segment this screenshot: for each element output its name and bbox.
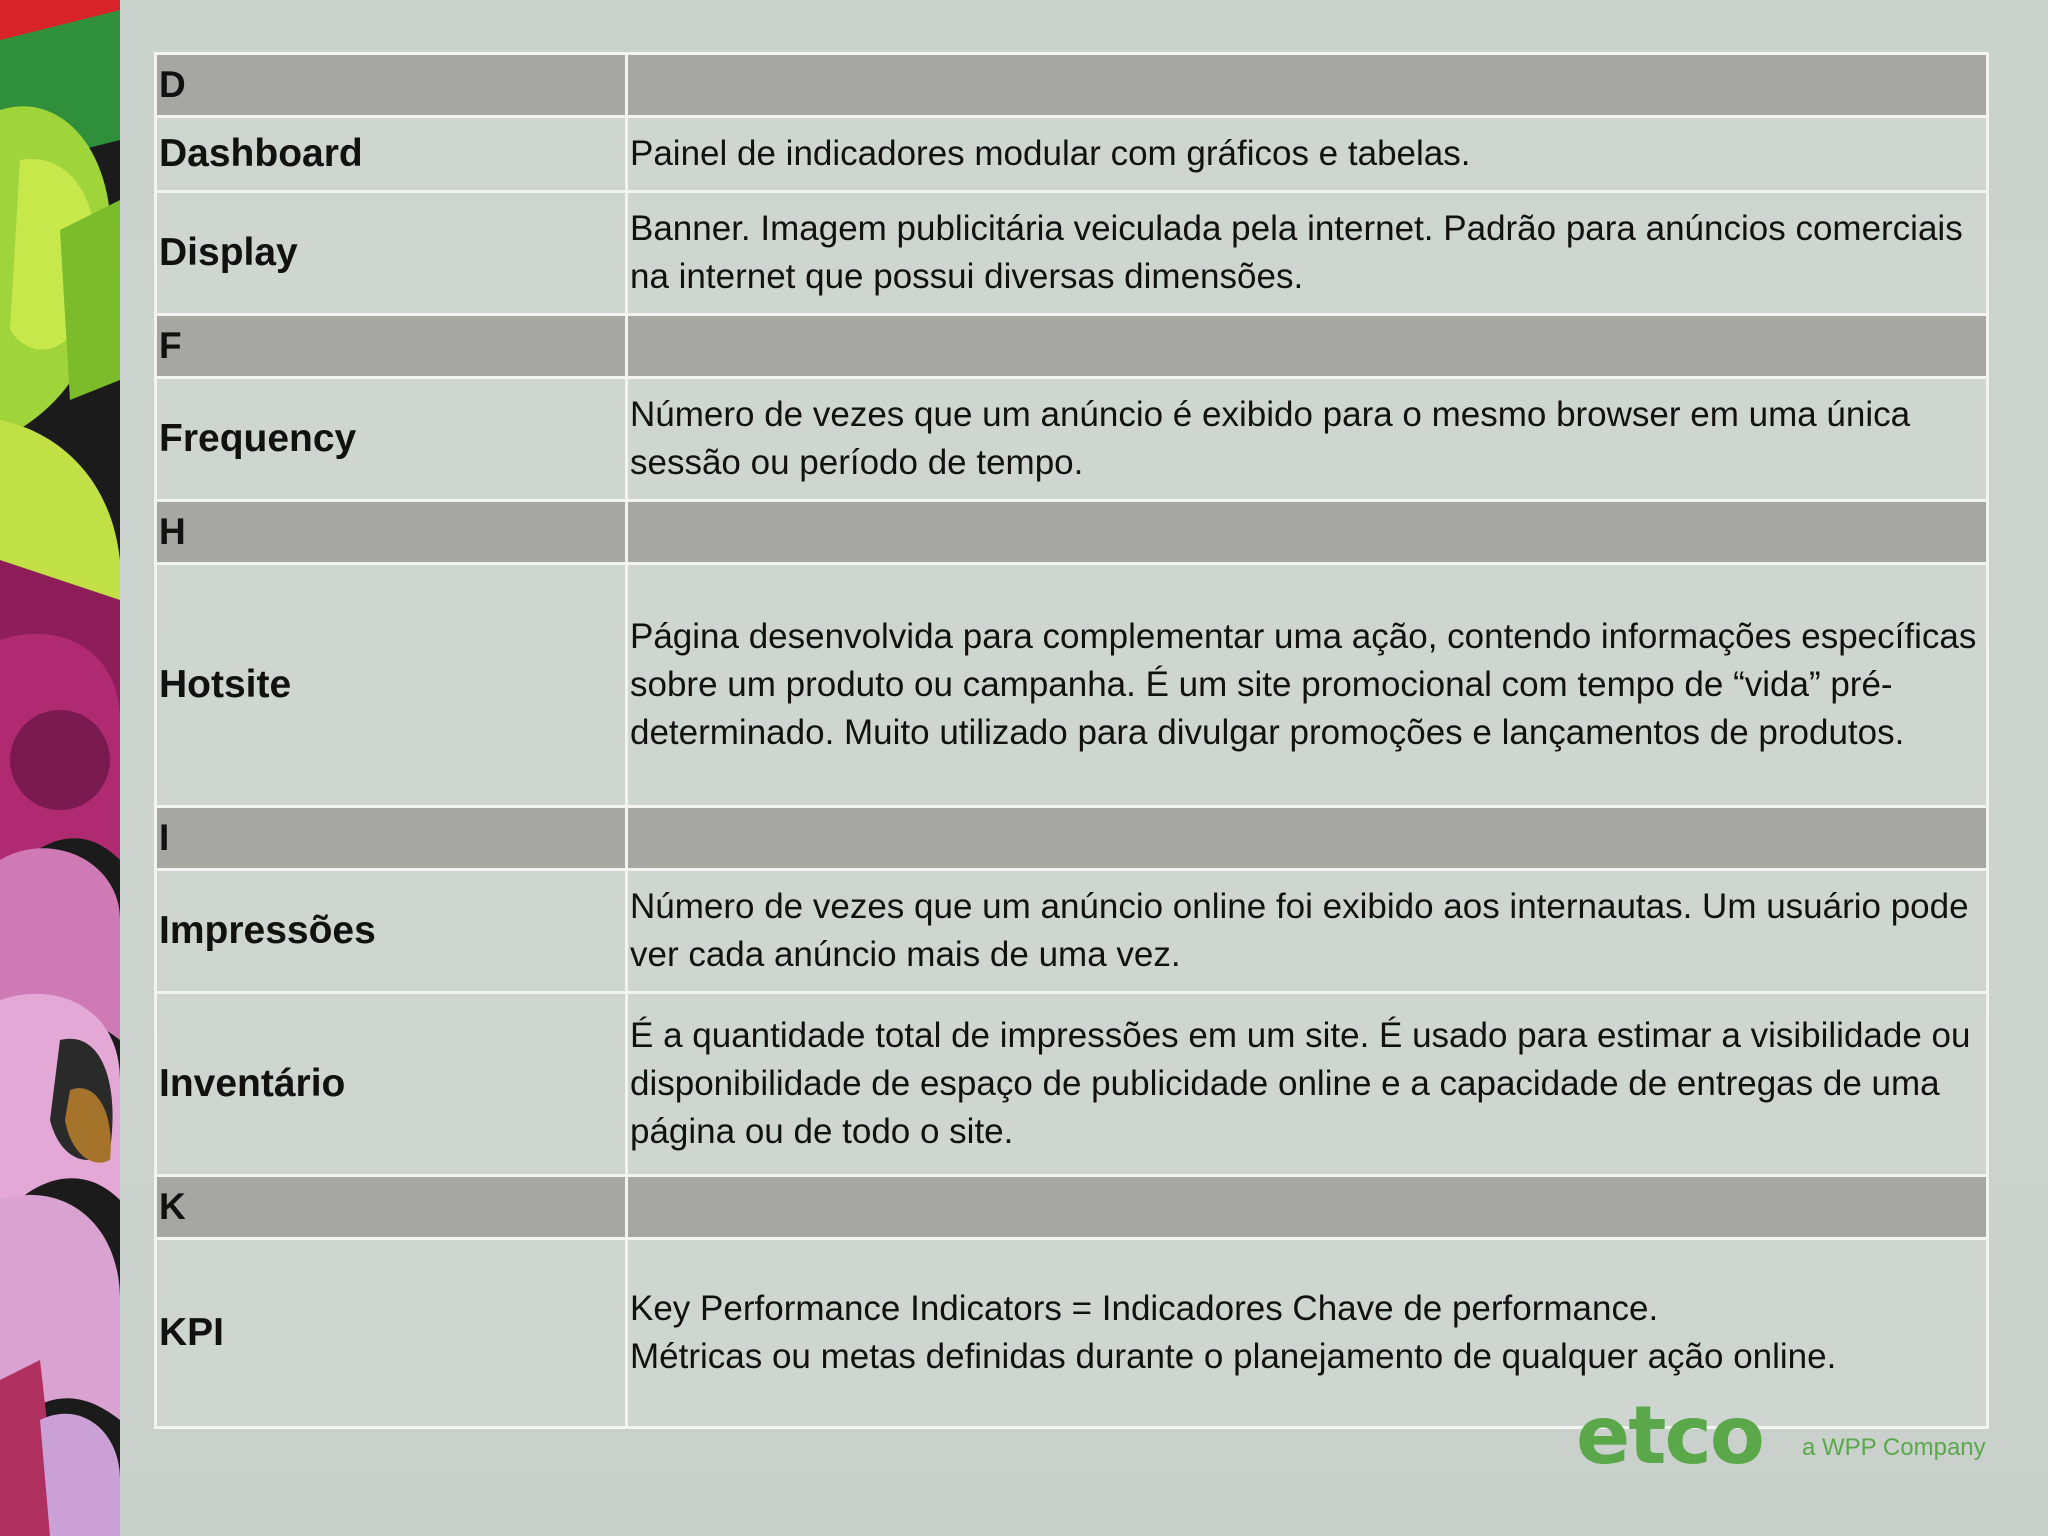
letter-cell-empty xyxy=(627,54,1988,117)
term-cell: Display xyxy=(156,192,627,315)
decorative-side-art xyxy=(0,0,120,1536)
letter-cell: H xyxy=(156,501,627,564)
letter-cell: D xyxy=(156,54,627,117)
letter-cell-empty xyxy=(627,807,1988,870)
glossary-entry-impressoes xyxy=(156,870,1988,993)
term-cell: Impressões xyxy=(156,870,627,993)
definition-cell: Banner. Imagem publicitária veiculada pela internet. Padrão para anúncios comerciais na internet que possui diversas dimensões. xyxy=(627,192,1988,315)
letter-row-i xyxy=(156,807,1988,870)
term-cell: Dashboard xyxy=(156,117,627,192)
etco-logo xyxy=(1576,1389,1996,1482)
letter-cell-empty xyxy=(627,501,1988,564)
letter-row-k xyxy=(156,1176,1988,1239)
definition-cell: É a quantidade total de impressões em um site. É usado para estimar a visibilidade ou disponibilidade de espaço de publicidade online e a capacidade de entregas de uma página ou de todo o site. xyxy=(627,993,1988,1176)
glossary-table xyxy=(154,52,1989,1429)
definition-line: Métricas ou metas definidas durante o planejamento de qualquer ação online. xyxy=(630,1337,1837,1376)
letter-row-h xyxy=(156,501,1988,564)
glossary-entry-inventario xyxy=(156,993,1988,1176)
term-cell: Hotsite xyxy=(156,564,627,807)
logo-mark: etco xyxy=(1576,1389,1763,1482)
letter-cell: I xyxy=(156,807,627,870)
letter-row-f xyxy=(156,315,1988,378)
term-cell: Inventário xyxy=(156,993,627,1176)
term-cell: KPI xyxy=(156,1239,627,1428)
letter-cell: F xyxy=(156,315,627,378)
definition-cell: Número de vezes que um anúncio é exibido para o mesmo browser em uma única sessão ou período de tempo. xyxy=(627,378,1988,501)
glossary-entry-display xyxy=(156,192,1988,315)
glossary-entry-frequency xyxy=(156,378,1988,501)
letter-cell-empty xyxy=(627,315,1988,378)
letter-row-d xyxy=(156,54,1988,117)
definition-cell: Painel de indicadores modular com gráficos e tabelas. xyxy=(627,117,1988,192)
glossary-entry-dashboard xyxy=(156,117,1988,192)
definition-cell: Página desenvolvida para complementar uma ação, contendo informações específicas sobre um produto ou campanha. É um site promocional com tempo de “vida” pré-determinado. Muito utilizado para divulgar promoções e lançamentos de produtos. xyxy=(627,564,1988,807)
term-cell: Frequency xyxy=(156,378,627,501)
definition-line: Key Performance Indicators = Indicadores Chave de performance. xyxy=(630,1289,1659,1328)
letter-cell: K xyxy=(156,1176,627,1239)
logo-tagline: a WPP Company xyxy=(1802,1434,1986,1461)
definition-cell: Número de vezes que um anúncio online foi exibido aos internautas. Um usuário pode ver cada anúncio mais de uma vez. xyxy=(627,870,1988,993)
glossary-entry-hotsite xyxy=(156,564,1988,807)
letter-cell-empty xyxy=(627,1176,1988,1239)
